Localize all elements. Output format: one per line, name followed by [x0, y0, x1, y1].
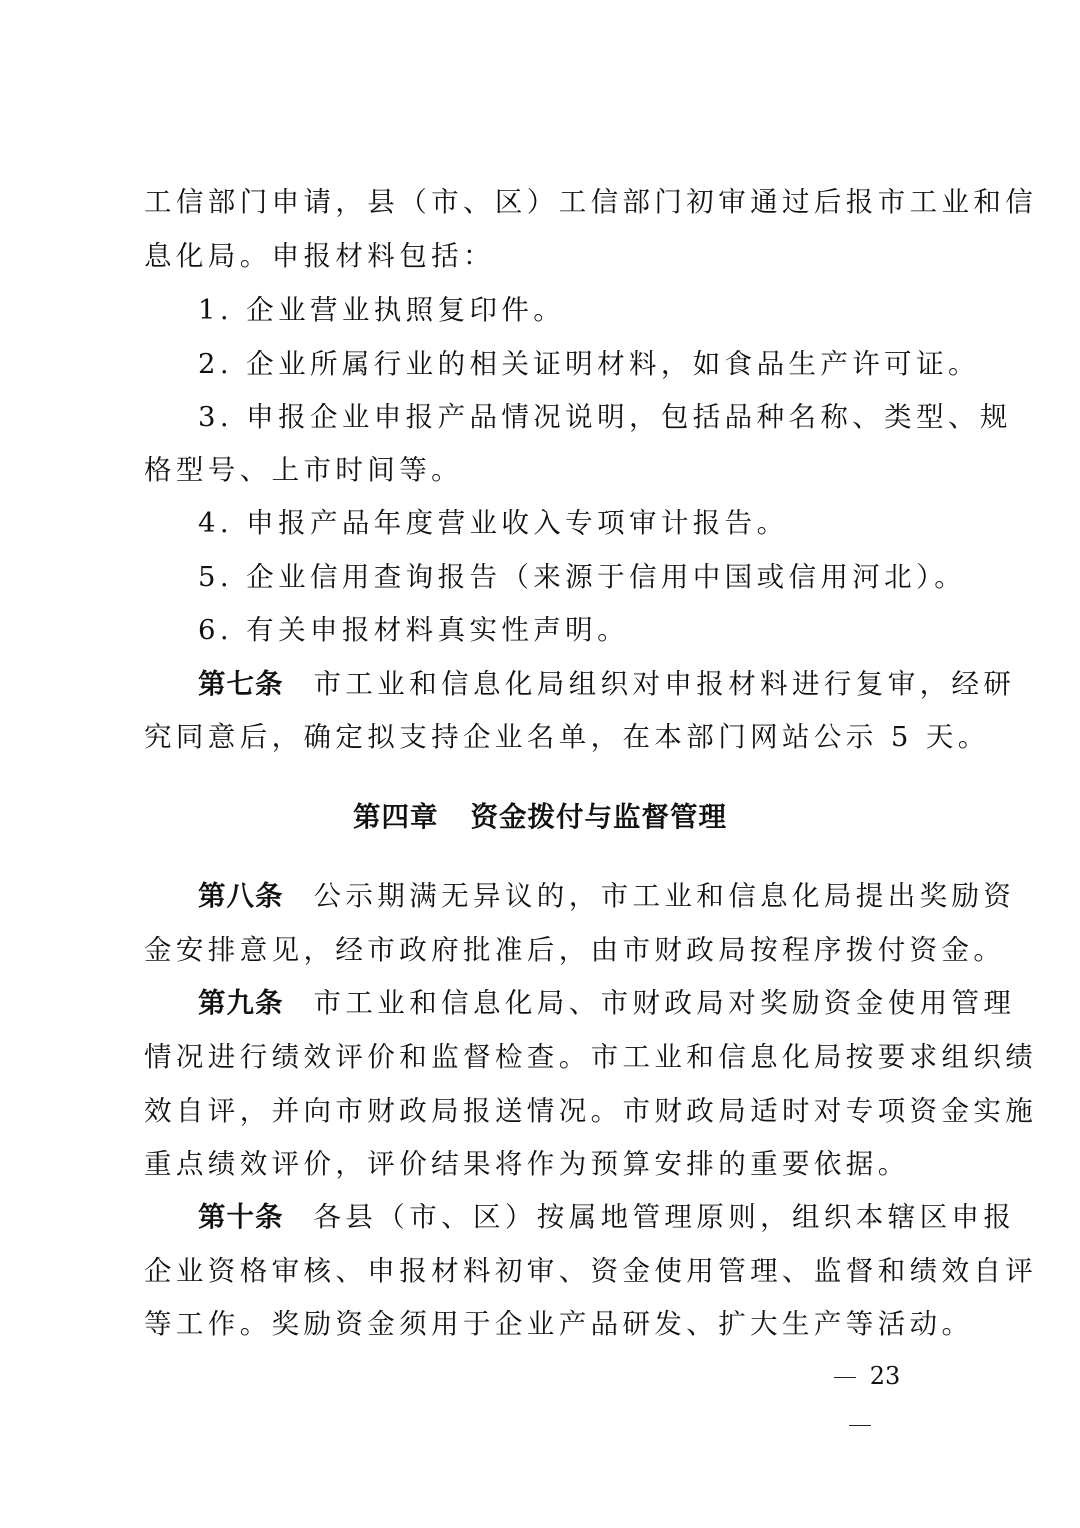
article-8 — [198, 870, 1016, 923]
article-10 — [198, 1191, 1016, 1244]
dash-left — [834, 1377, 856, 1378]
article-text: 各县（市、区）按属地管理原则，组织本辖区申报 — [313, 1201, 1016, 1233]
text-line: 金安排意见，经市政府批准后，由市财政局按程序拨付资金。 — [144, 934, 1006, 966]
text-line: 企业资格审核、申报材料初审、资金使用管理、监督和绩效自评 — [144, 1255, 1038, 1287]
text-line: 究同意后，确定拟支持企业名单，在本部门网站公示 5 天。 — [144, 721, 990, 753]
chapter-title: 资金拨付与监督管理 — [470, 801, 727, 833]
article-heading: 第九条 — [198, 987, 284, 1019]
article-text: 市工业和信息化局、市财政局对奖励资金使用管理 — [313, 987, 1016, 1019]
list-item: 2. 企业所属行业的相关证明材料，如食品生产许可证。 — [198, 348, 980, 380]
list-item: 1. 企业营业执照复印件。 — [198, 294, 566, 326]
list-item: 4. 申报产品年度营业收入专项审计报告。 — [198, 507, 789, 539]
page-number-value: 23 — [869, 1362, 901, 1390]
text-line: 效自评，并向市财政局报送情况。市财政局适时对专项资金实施 — [144, 1095, 1038, 1127]
list-item: 5. 企业信用查询报告（来源于信用中国或信用河北）。 — [198, 561, 967, 593]
article-text: 公示期满无异议的，市工业和信息化局提出奖励资 — [313, 880, 1016, 912]
text-line: 情况进行绩效评价和监督检查。市工业和信息化局按要求组织绩 — [144, 1041, 1038, 1073]
list-item: 3. 申报企业申报产品情况说明，包括品种名称、类型、规 — [198, 401, 1012, 433]
page-number — [800, 1352, 920, 1448]
article-text: 市工业和信息化局组织对申报材料进行复审，经研 — [313, 668, 1016, 700]
dash-right — [849, 1425, 871, 1426]
text-line: 工信部门申请，县（市、区）工信部门初审通过后报市工业和信 — [144, 186, 1038, 218]
chapter-number: 第四章 — [353, 801, 439, 833]
article-heading: 第八条 — [198, 880, 284, 912]
article-heading: 第七条 — [198, 668, 284, 700]
article-heading: 第十条 — [198, 1201, 284, 1233]
article-9 — [198, 977, 1016, 1030]
list-item-continuation: 格型号、上市时间等。 — [144, 454, 463, 486]
text-line: 息化局。申报材料包括： — [144, 240, 495, 272]
text-line: 等工作。奖励资金须用于企业产品研发、扩大生产等活动。 — [144, 1308, 974, 1340]
text-line: 重点绩效评价，评价结果将作为预算安排的重要依据。 — [144, 1148, 910, 1180]
article-7 — [198, 658, 1016, 711]
list-item: 6. 有关申报材料真实性声明。 — [198, 614, 629, 646]
chapter-heading — [0, 791, 1080, 844]
